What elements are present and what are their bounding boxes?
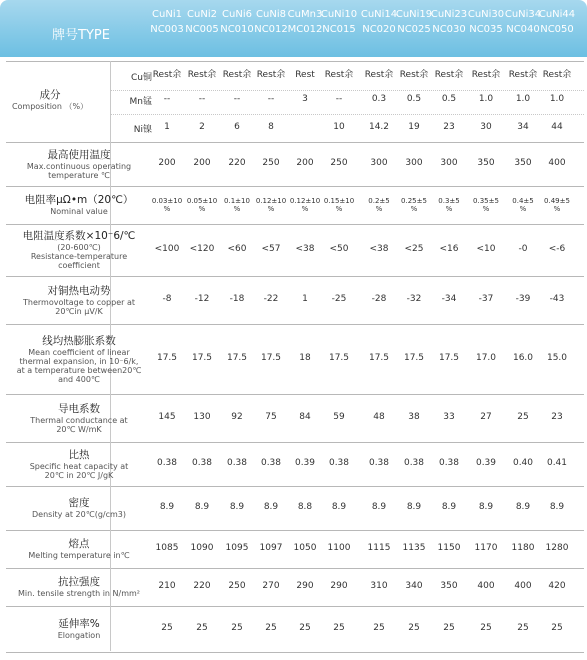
property-name-en: coefficient bbox=[58, 261, 100, 270]
property-value: 350 bbox=[514, 158, 532, 168]
property-value: 290 bbox=[296, 581, 314, 591]
composition-value: Rest余 bbox=[364, 70, 394, 80]
value-part: % bbox=[267, 205, 275, 213]
composition-value: 19 bbox=[408, 122, 420, 132]
composition-value: 1 bbox=[164, 122, 170, 132]
property-value: 17.5 bbox=[156, 353, 178, 363]
property-value: 300 bbox=[370, 158, 388, 168]
property-value: 1280 bbox=[545, 543, 569, 553]
property-value: 350 bbox=[440, 581, 458, 591]
property-value: 1097 bbox=[259, 543, 283, 553]
property-value: 220 bbox=[193, 581, 211, 591]
property-value: 25 bbox=[551, 623, 563, 633]
composition-value: 30 bbox=[480, 122, 492, 132]
resistivity-value bbox=[538, 197, 576, 213]
property-value: 15.0 bbox=[546, 353, 568, 363]
property-label bbox=[6, 444, 152, 484]
property-value: 16.0 bbox=[512, 353, 534, 363]
property-name-en: 20℃in μV/K bbox=[55, 306, 103, 316]
property-name-en: thermal expansion, in 10⁻6/k, bbox=[19, 356, 139, 366]
property-value: 25 bbox=[443, 623, 455, 633]
property-value: 0.39 bbox=[294, 458, 316, 468]
property-name: 成分 bbox=[39, 89, 61, 101]
composition-value: Rest余 bbox=[434, 70, 464, 80]
property-value: <10 bbox=[476, 244, 496, 254]
property-value: 200 bbox=[193, 158, 211, 168]
value-part: 0.12±10 bbox=[255, 197, 287, 205]
value-part: 0.35±5 bbox=[473, 197, 499, 205]
property-name: 最高使用温度 bbox=[47, 148, 111, 161]
property-value: <38 bbox=[295, 244, 315, 254]
property-value: -39 bbox=[515, 294, 531, 304]
composition-value: 6 bbox=[234, 122, 240, 132]
property-value: 17.5 bbox=[438, 353, 460, 363]
value-part: % bbox=[335, 205, 343, 213]
property-value: 1115 bbox=[367, 543, 391, 553]
property-value: <38 bbox=[369, 244, 389, 254]
property-label bbox=[6, 532, 152, 566]
property-name-en: Mean coefficient of linear bbox=[28, 347, 130, 357]
composition-value: 0.5 bbox=[441, 94, 457, 104]
row-separator bbox=[6, 224, 584, 225]
property-value: 25 bbox=[299, 623, 311, 633]
value-part: % bbox=[163, 205, 171, 213]
grade-header bbox=[319, 7, 359, 37]
row-separator bbox=[6, 442, 584, 443]
row-separator bbox=[6, 61, 584, 62]
composition-value: 8 bbox=[268, 122, 274, 132]
element-label: Cu铜 bbox=[131, 73, 152, 83]
composition-value: 44 bbox=[551, 122, 563, 132]
property-value: 340 bbox=[405, 581, 423, 591]
property-value: -0 bbox=[518, 244, 528, 254]
property-value: 1 bbox=[302, 294, 308, 304]
value-part: 0.4±5 bbox=[512, 197, 534, 205]
property-name-en: Melting temperature in℃ bbox=[28, 551, 130, 560]
value-part: 0.15±10 bbox=[323, 197, 355, 205]
composition-value: -- bbox=[233, 94, 241, 104]
property-value: -18 bbox=[229, 294, 245, 304]
property-value: 17.5 bbox=[226, 353, 248, 363]
composition-value: 34 bbox=[517, 122, 529, 132]
property-name-en: Specific heat capacity at bbox=[29, 461, 129, 471]
property-value: 8.9 bbox=[515, 502, 531, 512]
property-value: 310 bbox=[370, 581, 388, 591]
grade-code: NC015 bbox=[322, 24, 356, 35]
property-value: 27 bbox=[480, 412, 492, 422]
property-value: 25 bbox=[265, 623, 277, 633]
property-value: 1135 bbox=[402, 543, 426, 553]
property-value: 17.5 bbox=[403, 353, 425, 363]
property-value: 25 bbox=[517, 623, 529, 633]
property-value: 92 bbox=[231, 412, 243, 422]
grade-name: CuNi19 bbox=[395, 9, 433, 20]
resistivity-value bbox=[252, 197, 290, 213]
property-value: 250 bbox=[228, 581, 246, 591]
row-separator bbox=[6, 530, 584, 531]
element-label: Mn锰 bbox=[129, 97, 152, 107]
property-value: 300 bbox=[440, 158, 458, 168]
property-value: 8.9 bbox=[229, 502, 245, 512]
row-separator bbox=[6, 486, 584, 487]
property-name: 比热 bbox=[68, 448, 90, 461]
property-value: 290 bbox=[330, 581, 348, 591]
composition-value: 10 bbox=[333, 122, 345, 132]
composition-value: Rest余 bbox=[222, 70, 252, 80]
grade-name: CuNi30 bbox=[467, 9, 505, 20]
property-value: 84 bbox=[299, 412, 311, 422]
resistivity-value bbox=[504, 197, 542, 213]
row-separator bbox=[6, 186, 584, 187]
property-value: -34 bbox=[441, 294, 457, 304]
value-part: % bbox=[198, 205, 206, 213]
property-value: -8 bbox=[162, 294, 172, 304]
property-value: 8.8 bbox=[297, 502, 313, 512]
row-separator bbox=[6, 394, 584, 395]
resistivity-value bbox=[430, 197, 468, 213]
property-name: 熔点 bbox=[68, 538, 90, 550]
grade-code: NC030 bbox=[432, 24, 466, 35]
property-value: 25 bbox=[480, 623, 492, 633]
property-name-en: 20℃ in 20℃ J/gK bbox=[44, 470, 114, 480]
grade-name: CuNi34 bbox=[504, 9, 542, 20]
property-value: <60 bbox=[227, 244, 247, 254]
grade-code: NC040 bbox=[506, 24, 540, 35]
grade-name: CuNi8 bbox=[256, 9, 286, 20]
property-value: 0.38 bbox=[328, 458, 350, 468]
property-value: 0.38 bbox=[368, 458, 390, 468]
grade-name: CuNi10 bbox=[320, 9, 358, 20]
resistivity-value bbox=[286, 197, 324, 213]
property-name: 导电系数 bbox=[58, 402, 100, 415]
property-label bbox=[6, 226, 152, 274]
property-value: 25 bbox=[333, 623, 345, 633]
property-value: 23 bbox=[551, 412, 563, 422]
value-part: 0.05±10 bbox=[186, 197, 218, 205]
property-value: <50 bbox=[329, 244, 349, 254]
property-value: 1180 bbox=[511, 543, 535, 553]
property-value: <16 bbox=[439, 244, 459, 254]
property-value: 0.38 bbox=[403, 458, 425, 468]
value-part: % bbox=[445, 205, 453, 213]
composition-value: Rest bbox=[295, 70, 315, 80]
composition-value: 1.0 bbox=[478, 94, 494, 104]
value-part: % bbox=[482, 205, 490, 213]
value-part: 0.25±5 bbox=[401, 197, 427, 205]
property-value: 210 bbox=[158, 581, 176, 591]
property-value: 75 bbox=[265, 412, 277, 422]
property-value: 25 bbox=[161, 623, 173, 633]
composition-value: Rest余 bbox=[508, 70, 538, 80]
grade-name: CuNi1 bbox=[152, 9, 182, 20]
property-name-en: Resistance-temperature bbox=[30, 252, 128, 261]
property-name: 线均热膨胀系数 bbox=[42, 334, 116, 347]
property-value: 17.5 bbox=[260, 353, 282, 363]
property-value: 270 bbox=[262, 581, 280, 591]
property-value: 25 bbox=[517, 412, 529, 422]
property-value: 17.5 bbox=[191, 353, 213, 363]
property-label bbox=[6, 188, 152, 222]
value-part: 0.49±5 bbox=[544, 197, 570, 205]
value-part: % bbox=[375, 205, 383, 213]
composition-value: Rest余 bbox=[256, 70, 286, 80]
property-label bbox=[6, 608, 152, 650]
grade-name: CuNi23 bbox=[430, 9, 468, 20]
property-value: 25 bbox=[231, 623, 243, 633]
property-value: 1085 bbox=[155, 543, 179, 553]
composition-value: Rest余 bbox=[542, 70, 572, 80]
property-value: 33 bbox=[443, 412, 455, 422]
property-value: 8.9 bbox=[478, 502, 494, 512]
row-separator bbox=[6, 324, 584, 325]
property-value: 48 bbox=[373, 412, 385, 422]
resistivity-value bbox=[395, 197, 433, 213]
property-value: 8.9 bbox=[441, 502, 457, 512]
property-value: -22 bbox=[263, 294, 279, 304]
property-value: 0.38 bbox=[226, 458, 248, 468]
property-value: 25 bbox=[373, 623, 385, 633]
property-name-en: Thermal conductance at bbox=[30, 415, 128, 425]
resistivity-value bbox=[148, 197, 186, 213]
property-name: 延伸率% bbox=[58, 618, 100, 630]
property-value: 17.5 bbox=[328, 353, 350, 363]
composition-value: Rest余 bbox=[324, 70, 354, 80]
grade-name: CuMn3 bbox=[287, 9, 323, 20]
property-value: 0.40 bbox=[512, 458, 534, 468]
property-value: 1095 bbox=[225, 543, 249, 553]
property-value: 1150 bbox=[437, 543, 461, 553]
value-part: 0.2±5 bbox=[368, 197, 390, 205]
grade-name: CuNi2 bbox=[187, 9, 217, 20]
grade-header bbox=[394, 7, 434, 37]
type-header-label: 牌号TYPE bbox=[52, 28, 110, 43]
value-part: % bbox=[410, 205, 418, 213]
property-value: <-6 bbox=[548, 244, 566, 254]
property-value: 200 bbox=[158, 158, 176, 168]
grade-name: CuNi44 bbox=[538, 9, 576, 20]
resistivity-value bbox=[183, 197, 221, 213]
value-part: 0.03±10 bbox=[151, 197, 183, 205]
grade-header bbox=[466, 7, 506, 37]
property-value: 17.0 bbox=[475, 353, 497, 363]
property-value: 0.38 bbox=[260, 458, 282, 468]
property-value: -12 bbox=[194, 294, 210, 304]
property-name: 对铜热电动势 bbox=[47, 284, 111, 297]
property-value: -28 bbox=[371, 294, 387, 304]
grade-code: NC012 bbox=[254, 24, 288, 35]
property-value: 220 bbox=[228, 158, 246, 168]
grade-code: NC025 bbox=[397, 24, 431, 35]
property-value: 38 bbox=[408, 412, 420, 422]
property-name: 抗拉强度 bbox=[58, 576, 100, 588]
composition-value: 1.0 bbox=[549, 94, 565, 104]
element-label: Ni镍 bbox=[133, 125, 152, 135]
property-name-en: Elongation bbox=[57, 631, 101, 640]
property-name-en: Composition （%） bbox=[11, 102, 89, 111]
grade-header bbox=[359, 7, 399, 37]
grade-name: CuNi6 bbox=[222, 9, 252, 20]
property-value: <120 bbox=[189, 244, 215, 254]
grade-header bbox=[147, 7, 187, 37]
value-part: % bbox=[553, 205, 561, 213]
composition-value: Rest余 bbox=[471, 70, 501, 80]
grade-code: NC010 bbox=[220, 24, 254, 35]
property-name-en: Density at 20℃(g/cm3) bbox=[32, 510, 126, 519]
property-value: 25 bbox=[408, 623, 420, 633]
property-value: 8.9 bbox=[549, 502, 565, 512]
value-part: 0.3±5 bbox=[438, 197, 460, 205]
property-value: 0.41 bbox=[546, 458, 568, 468]
property-value: 200 bbox=[296, 158, 314, 168]
property-value: -43 bbox=[549, 294, 565, 304]
property-name-en: Max.continuous operating bbox=[26, 161, 132, 171]
property-name: 电阻温度系数×10⁻6/℃ bbox=[22, 230, 136, 242]
property-label bbox=[6, 326, 152, 392]
composition-value: Rest余 bbox=[399, 70, 429, 80]
property-value: 1050 bbox=[293, 543, 317, 553]
property-value: 130 bbox=[193, 412, 211, 422]
property-value: 420 bbox=[548, 581, 566, 591]
property-label bbox=[6, 570, 152, 604]
value-part: 0.1±10 bbox=[224, 197, 250, 205]
composition-value: -- bbox=[163, 94, 171, 104]
grade-name: CuNi14 bbox=[360, 9, 398, 20]
property-name-en: (20-600℃) bbox=[57, 243, 101, 252]
property-value: 1170 bbox=[474, 543, 498, 553]
grade-header bbox=[182, 7, 222, 37]
value-part: % bbox=[519, 205, 527, 213]
resistivity-value bbox=[360, 197, 398, 213]
property-value: 18 bbox=[299, 353, 311, 363]
property-name-en: Nominal value bbox=[50, 207, 108, 216]
property-name-en: Min. tensile strength in N/mm² bbox=[17, 589, 141, 598]
composition-value: 14.2 bbox=[368, 122, 390, 132]
property-label bbox=[6, 488, 152, 528]
property-name-en: at a temperature between20℃ bbox=[16, 365, 142, 375]
composition-value: Rest余 bbox=[187, 70, 217, 80]
grade-code: NC005 bbox=[185, 24, 219, 35]
property-value: 250 bbox=[262, 158, 280, 168]
property-label-composition bbox=[10, 85, 90, 115]
composition-value: 0.3 bbox=[371, 94, 387, 104]
composition-value: -- bbox=[335, 94, 343, 104]
property-value: <25 bbox=[404, 244, 424, 254]
property-value: 0.38 bbox=[156, 458, 178, 468]
property-label bbox=[6, 278, 152, 322]
row-separator bbox=[6, 606, 584, 607]
property-value: 8.9 bbox=[194, 502, 210, 512]
property-value: 250 bbox=[330, 158, 348, 168]
row-separator bbox=[6, 568, 584, 569]
property-value: 300 bbox=[405, 158, 423, 168]
composition-value: Rest余 bbox=[152, 70, 182, 80]
property-value: 145 bbox=[158, 412, 176, 422]
property-value: -25 bbox=[331, 294, 347, 304]
property-value: 1090 bbox=[190, 543, 214, 553]
composition-value: -- bbox=[267, 94, 275, 104]
property-value: 8.9 bbox=[371, 502, 387, 512]
property-value: <100 bbox=[154, 244, 180, 254]
composition-value: -- bbox=[198, 94, 206, 104]
composition-value: 2 bbox=[199, 122, 205, 132]
property-name-en: 20℃ W/mK bbox=[56, 424, 102, 434]
property-label bbox=[6, 144, 152, 184]
property-value: -32 bbox=[406, 294, 422, 304]
composition-value: 0.5 bbox=[406, 94, 422, 104]
property-value: 8.9 bbox=[263, 502, 279, 512]
composition-value: 3 bbox=[302, 94, 308, 104]
property-value: 0.38 bbox=[438, 458, 460, 468]
property-value: 59 bbox=[333, 412, 345, 422]
value-part: 0.12±10 bbox=[289, 197, 321, 205]
property-value: -37 bbox=[478, 294, 494, 304]
composition-value: 23 bbox=[443, 122, 455, 132]
row-separator bbox=[6, 276, 584, 277]
property-value: 17.5 bbox=[368, 353, 390, 363]
property-name: 密度 bbox=[68, 497, 90, 509]
property-value: 350 bbox=[477, 158, 495, 168]
property-value: 400 bbox=[548, 158, 566, 168]
value-part: % bbox=[301, 205, 309, 213]
property-value: 8.9 bbox=[159, 502, 175, 512]
property-name-en: and 400℃ bbox=[58, 374, 100, 384]
property-value: 400 bbox=[477, 581, 495, 591]
resistivity-value bbox=[467, 197, 505, 213]
property-value: 400 bbox=[514, 581, 532, 591]
property-value: 8.9 bbox=[331, 502, 347, 512]
composition-value: 1.0 bbox=[515, 94, 531, 104]
property-value: 0.39 bbox=[475, 458, 497, 468]
resistivity-value bbox=[320, 197, 358, 213]
grade-code: NC035 bbox=[469, 24, 503, 35]
grade-code: MC012 bbox=[287, 24, 323, 35]
row-separator bbox=[6, 142, 584, 143]
property-value: 8.9 bbox=[406, 502, 422, 512]
grade-header bbox=[429, 7, 469, 37]
grade-code: NC003 bbox=[150, 24, 184, 35]
property-label bbox=[6, 396, 152, 440]
value-part: % bbox=[233, 205, 241, 213]
row-separator bbox=[6, 652, 584, 653]
resistivity-value bbox=[218, 197, 256, 213]
grade-header bbox=[537, 7, 577, 37]
property-value: 25 bbox=[196, 623, 208, 633]
grade-code: NC020 bbox=[362, 24, 396, 35]
grade-code: NC050 bbox=[540, 24, 574, 35]
sub-row-separator bbox=[111, 90, 584, 91]
property-value: 1100 bbox=[327, 543, 351, 553]
sub-row-separator bbox=[111, 114, 584, 115]
property-name-en: Thermovoltage to copper at bbox=[23, 297, 135, 307]
property-name-en: temperature ℃ bbox=[48, 170, 110, 180]
property-name: 电阻率μΩ•m（20℃） bbox=[24, 194, 134, 206]
property-value: <57 bbox=[261, 244, 281, 254]
property-value: 0.38 bbox=[191, 458, 213, 468]
